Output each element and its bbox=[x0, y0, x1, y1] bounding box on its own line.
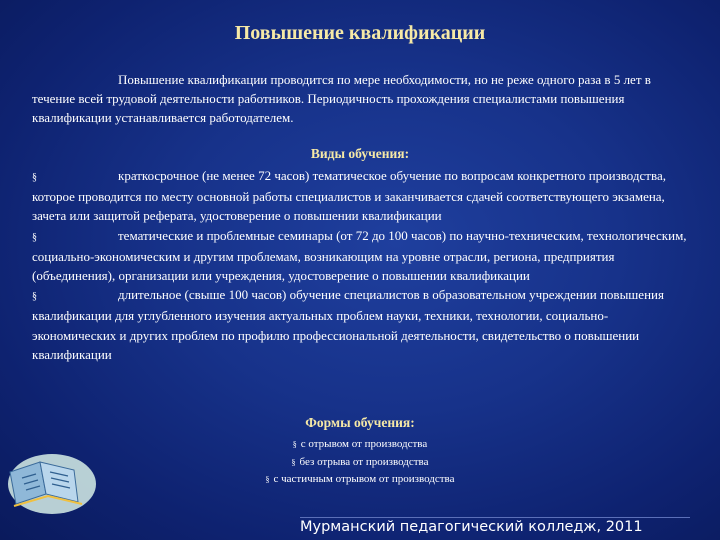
bullet-icon: § bbox=[265, 475, 270, 484]
list-item bbox=[32, 285, 688, 364]
list-item bbox=[32, 226, 688, 286]
list-item bbox=[0, 454, 720, 472]
type-1-lead: краткосрочное (не менее 72 часов) тематическое обучение по вопросам конкретного bbox=[118, 168, 586, 183]
bullet-icon: § bbox=[32, 291, 37, 303]
form-item-1: с отрывом от производства bbox=[300, 438, 428, 450]
form-item-2: без отрыва от производства bbox=[299, 455, 429, 468]
type-2-rest: технологическим, социально-экономическим и другим проблемам, возникающим на уровне отрасли, региона, предприятия (объединения), организации или учреждения, удостоверение о повышении квалификации bbox=[32, 227, 687, 284]
intro-line-1: Повышение квалификации проводится по мере необходимости, но не реже одного bbox=[118, 72, 575, 87]
forms-list bbox=[0, 436, 720, 489]
forms-heading: Формы обучения: bbox=[305, 415, 415, 430]
intro-rest: раза в 5 лет в течение всей трудовой деятельности работников. Периодичность прохождения специалистами повышения квалификации устанавливается работодателем. bbox=[32, 72, 651, 126]
footer-caption: Мурманский педагогический колледж, 2011 bbox=[300, 517, 690, 535]
bullet-icon: § bbox=[291, 457, 296, 467]
form-item-3: с частичным отрывом от производства bbox=[273, 473, 455, 485]
open-book-icon bbox=[2, 432, 98, 520]
bullet-icon: § bbox=[292, 440, 297, 449]
type-3-lead: длительное (свыше 100 часов) обучение специалистов в образовательном bbox=[118, 287, 526, 303]
type-1-rest: производства, которое проводится по месту основной работы специалистов и заканчивается сдачей соответствующего экзамена, зачета или защитой реферата, удостоверение о повышении квалификации bbox=[32, 168, 666, 224]
types-heading: Виды обучения: bbox=[310, 146, 410, 161]
type-2-lead: тематические и проблемные семинары (от 72 до 100 часов) по научно-техническим, bbox=[118, 227, 584, 243]
bullet-icon: § bbox=[32, 172, 37, 183]
types-list bbox=[32, 166, 688, 364]
intro-paragraph bbox=[32, 70, 688, 128]
list-item bbox=[0, 436, 720, 454]
type-3-rest: учреждении повышения квалификации для углубленного изучения актуальных проблем науки, техники, технологии, социально-экономических и других проблем по профилю профессиональной деятельности, свидетельство о повышении квалификации bbox=[32, 287, 664, 362]
slide-title: Повышение квалификации bbox=[234, 22, 486, 44]
list-item bbox=[0, 471, 720, 489]
list-item bbox=[32, 166, 688, 226]
bullet-icon: § bbox=[32, 231, 37, 243]
